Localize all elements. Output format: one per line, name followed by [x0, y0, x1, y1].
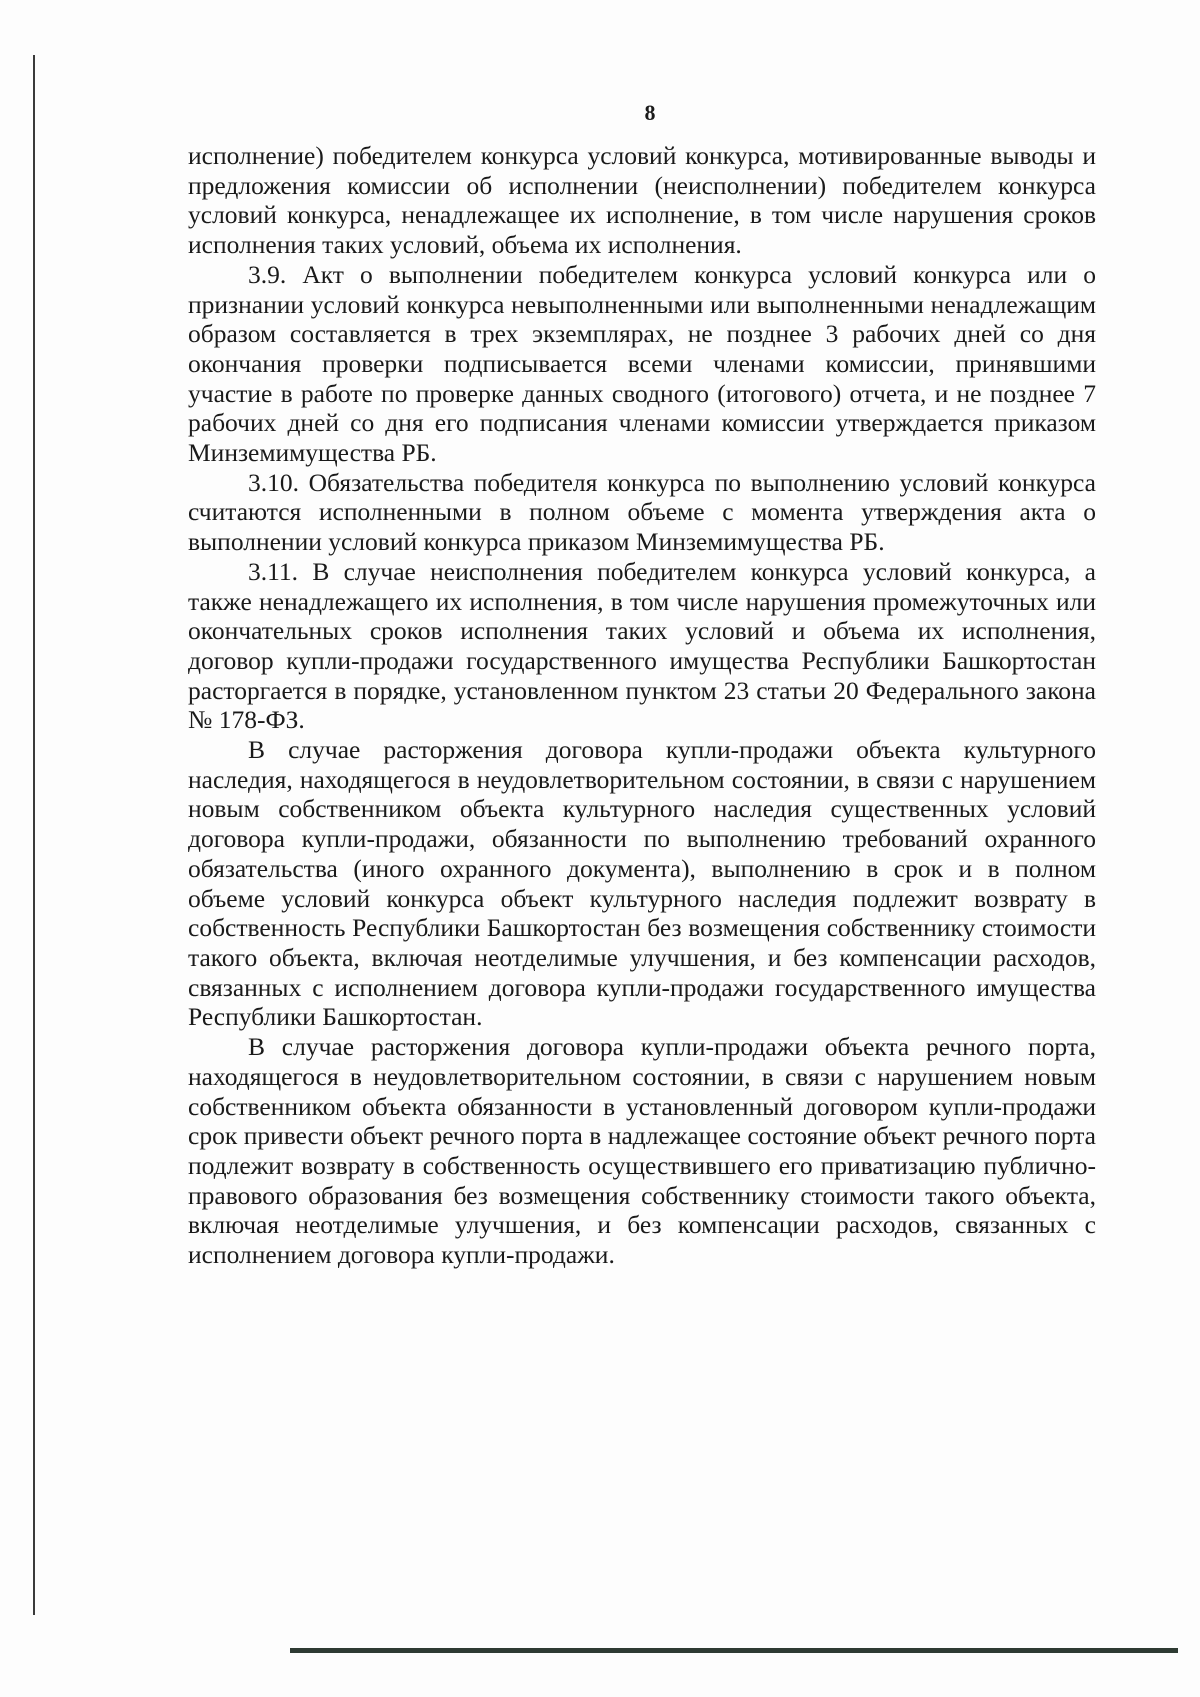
- scan-left-edge: [33, 55, 35, 1615]
- paragraph-cultural-heritage: В случае расторжения договора купли-продажи объекта культурного наследия, находящегося в неудовлетворительном состоянии, в связи с нарушением новым собственником объекта культурного наследия существенных условий договора купли-продажи, обязанности по выполнению требований охранного обязательства (иного охранного документа), выполнению в срок и в полном объеме условий конкурса объект культурного наследия подлежит возврату в собственность Республики Башкортостан без возмещения собственнику стоимости такого объекта, включая неотделимые улучшения, и без компенсации расходов, связанных с исполнением договора купли-продажи государственного имущества Республики Башкортостан.: [188, 735, 1096, 1032]
- paragraph-3-9: 3.9. Акт о выполнении победителем конкурса условий конкурса или о признании условий конкурса невыполненными или выполненными ненадлежащим образом составляется в трех экземплярах, не позднее 3 рабочих дней со дня окончания проверки подписывается всеми членами комиссии, принявшими участие в работе по проверке данных сводного (итогового) отчета, и не позднее 7 рабочих дней со дня его подписания членами комиссии утверждается приказом Минземимущества РБ.: [188, 259, 1096, 468]
- paragraph-3-11: 3.11. В случае неисполнения победителем конкурса условий конкурса, а также ненадлежащего их исполнения, в том числе нарушения промежуточных или окончательных сроков исполнения таких условий и объема их исполнения, договор купли-продажи государственного имущества Республики Башкортостан расторгается в порядке, установленном пунктом 23 статьи 20 Федерального закона № 178-ФЗ.: [188, 556, 1096, 735]
- paragraph-3-10: 3.10. Обязательства победителя конкурса по выполнению условий конкурса считаются исполненными в полном объеме с момента утверждения акта о выполнении условий конкурса приказом Минземимущества РБ.: [188, 467, 1096, 557]
- document-body: [188, 141, 1096, 1270]
- page-number: 8: [644, 100, 656, 125]
- paragraph-river-port: В случае расторжения договора купли-продажи объекта речного порта, находящегося в неудовлетворительном состоянии, в связи с нарушением новым собственником объекта обязанности в установленный договором купли-продажи срок привести объект речного порта в надлежащее состояние объект речного порта подлежит возврату в собственность осуществившего его приватизацию публично-правового образования без возмещения собственнику стоимости такого объекта, включая неотделимые улучшения, и без компенсации расходов, связанных с исполнением договора купли-продажи.: [188, 1032, 1096, 1270]
- paragraph-continuation: исполнение) победителем конкурса условий конкурса, мотивированные выводы и предложения комиссии об исполнении (неисполнении) победителем конкурса условий конкурса, ненадлежащее их исполнение, в том числе нарушения сроков исполнения таких условий, объема их исполнения.: [188, 141, 1096, 260]
- scan-bottom-edge: [290, 1648, 1178, 1653]
